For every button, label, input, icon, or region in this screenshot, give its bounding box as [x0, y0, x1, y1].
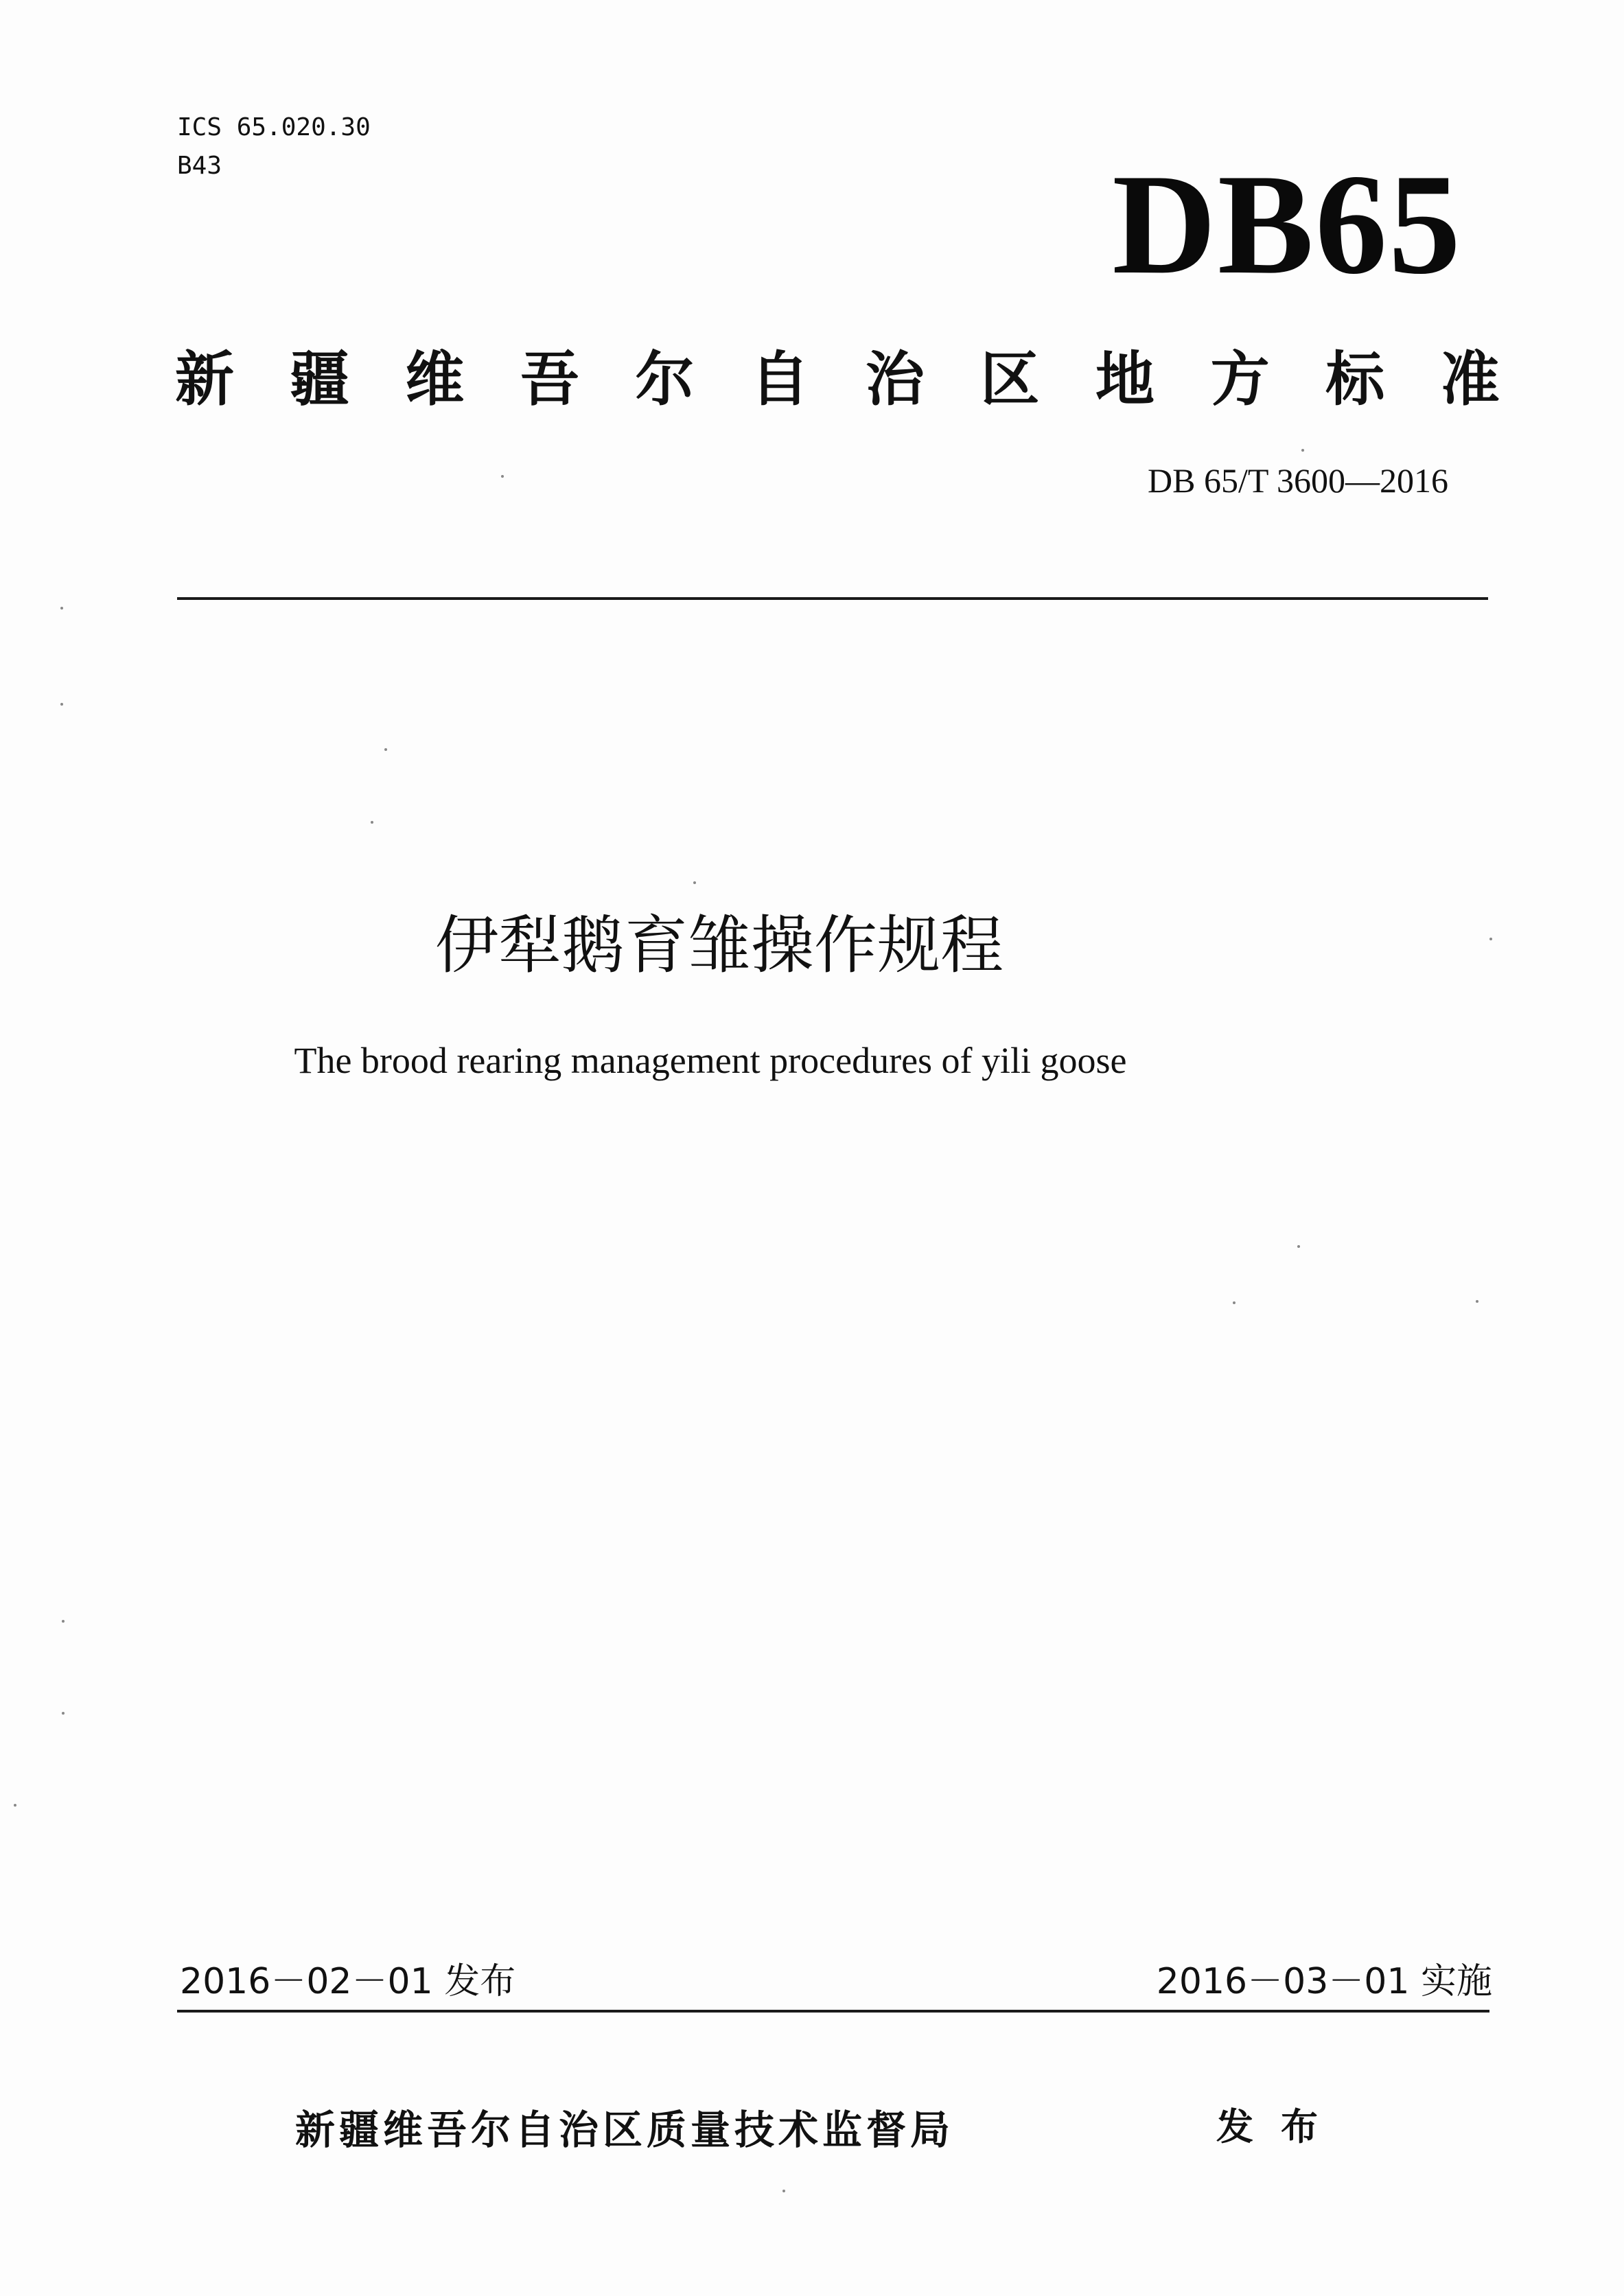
scan-speck: [384, 748, 387, 751]
ics-code: ICS 65.020.30: [177, 113, 371, 141]
scan-speck: [60, 703, 63, 706]
standard-type-char: 地: [1095, 345, 1155, 414]
standard-type-char: 方: [1210, 345, 1270, 414]
scan-speck: [782, 2190, 785, 2192]
publish-date: 2016－02－01 发布: [180, 1961, 516, 2002]
scan-speck: [1489, 938, 1492, 940]
scan-speck: [1301, 449, 1304, 452]
date-row: [180, 1958, 1492, 2006]
standard-type-char: 标: [1325, 345, 1385, 414]
header-divider: [177, 597, 1488, 600]
standard-logo: DB65: [1112, 145, 1462, 304]
classification-codes: [177, 108, 371, 185]
category-code: B43: [177, 152, 222, 180]
standard-type-char: 维: [405, 345, 465, 414]
title-chinese-block: [0, 905, 1624, 987]
scan-speck: [1476, 1300, 1478, 1303]
footer-divider: [177, 2010, 1489, 2013]
standard-type-char: 自: [750, 345, 810, 414]
scan-speck: [60, 607, 63, 610]
scan-speck: [62, 1620, 65, 1623]
title-english-block: [0, 1036, 1624, 1085]
standard-type-char: 疆: [290, 345, 349, 414]
implement-date: 2016－03－01 实施: [1156, 1961, 1492, 2002]
issue-label: 发布: [1216, 2105, 1345, 2148]
standard-type-char: 吾: [520, 345, 579, 414]
scan-speck: [1297, 1245, 1300, 1248]
standard-number: DB 65/T 3600—2016: [1148, 461, 1448, 500]
scan-speck: [693, 881, 696, 884]
standard-type-char: 准: [1440, 345, 1500, 414]
issuing-authority: 新疆维吾尔自治区质量技术监督局: [295, 2107, 955, 2153]
standard-type-char: 新: [175, 345, 234, 414]
scan-speck: [62, 1712, 65, 1715]
scan-speck: [371, 821, 373, 824]
standard-type-char: 尔: [635, 345, 695, 414]
scan-speck: [501, 475, 504, 478]
title-chinese: 伊犁鹅育雏操作规程: [434, 909, 1004, 982]
standard-type-heading: [175, 342, 1500, 417]
scan-speck: [14, 1804, 16, 1807]
title-english: The brood rearing management procedures of yili goose: [294, 1040, 1127, 1081]
standard-type-char: 治: [865, 345, 925, 414]
standard-type-char: 区: [980, 345, 1040, 414]
scan-speck: [1233, 1301, 1236, 1304]
